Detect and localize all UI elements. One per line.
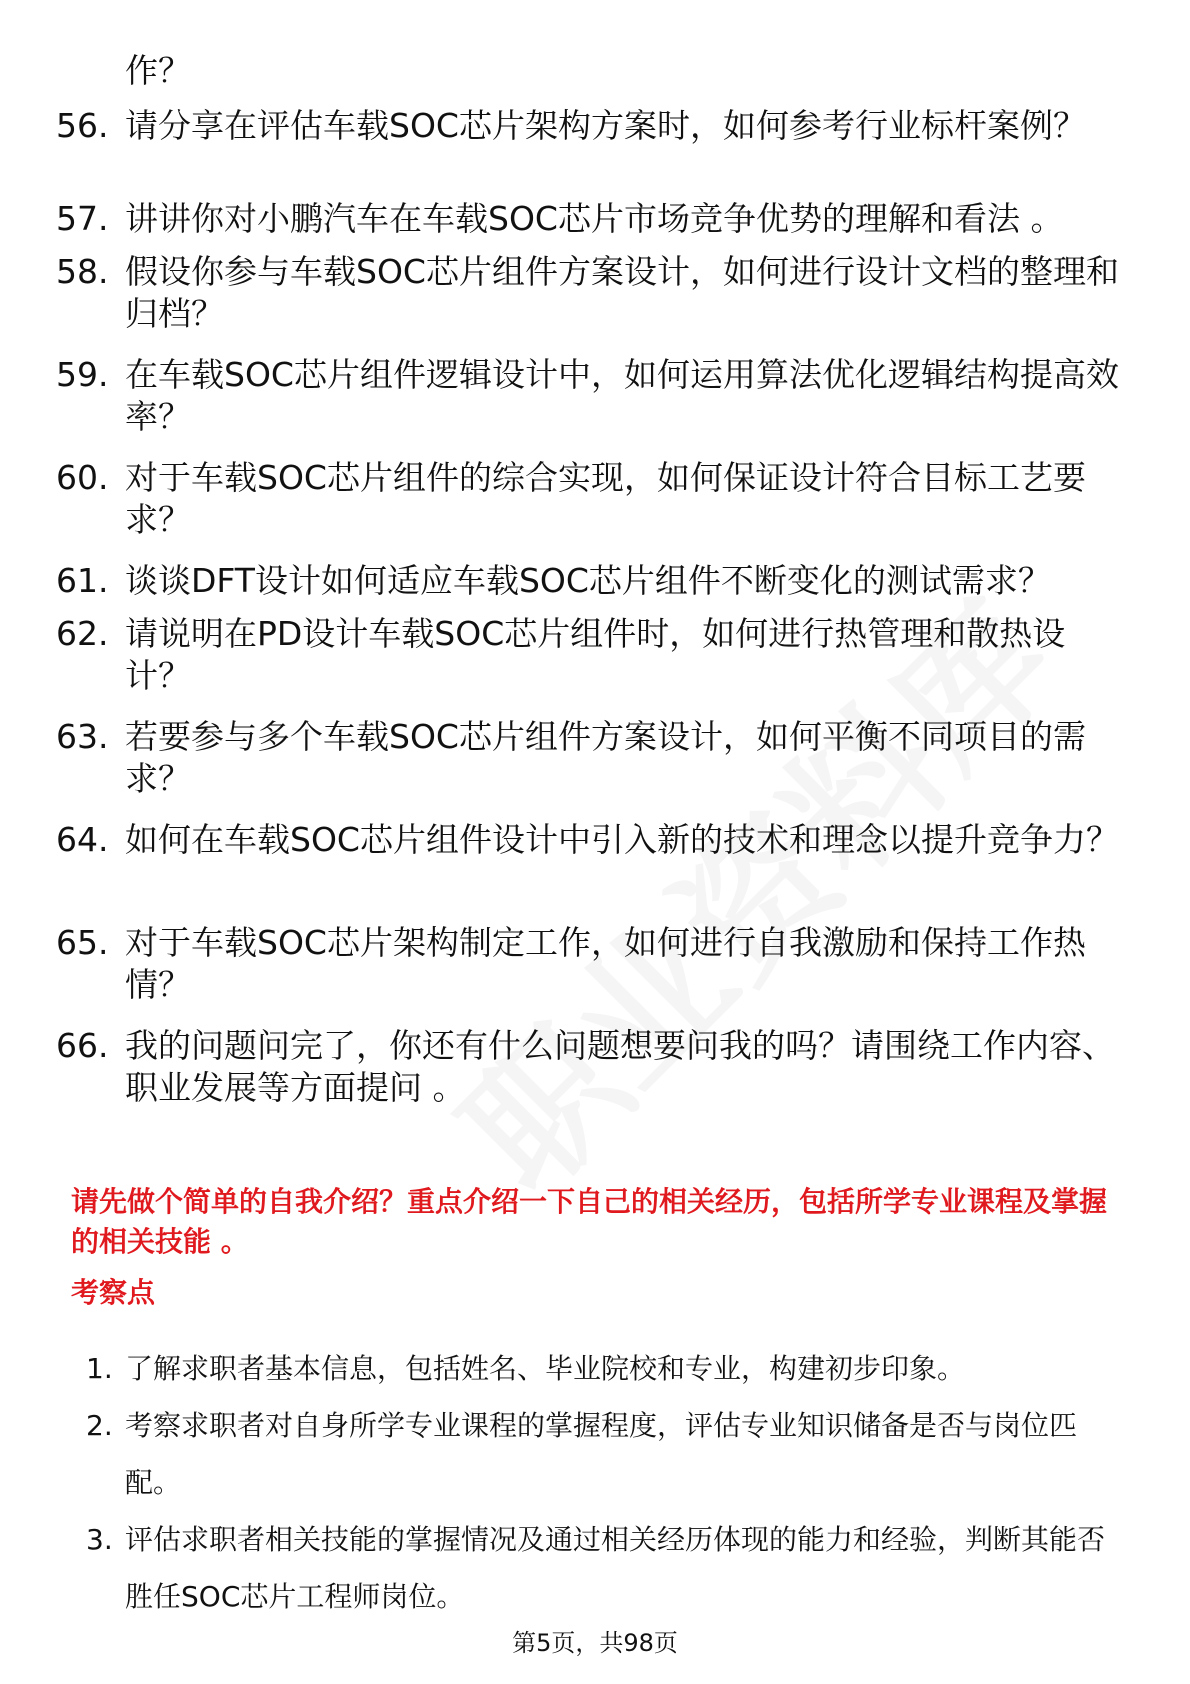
question-text: 请分享在评估车载SOC芯片架构方案时，如何参考行业标杆案例？ — [125, 106, 1086, 145]
question-item — [56, 819, 1146, 861]
page-footer: 第5页，共98页 — [512, 1629, 678, 1657]
highlight-question: 请先做个简单的自我介绍？重点介绍一下自己的相关经历，包括所学专业课程及掌握的相关技能 。 — [71, 1185, 1108, 1258]
question-number: 58. — [56, 252, 109, 291]
question-number: 66. — [56, 1026, 109, 1065]
question-number: 64. — [56, 820, 109, 859]
point-number: 3. — [86, 1523, 113, 1556]
point-text: 评估求职者相关技能的掌握情况及通过相关经历体现的能力和经验，判断其能否胜任SOC芯片工程师岗位。 — [125, 1523, 1106, 1613]
question-item — [56, 251, 1146, 335]
question-item — [56, 198, 1146, 240]
question-item — [56, 613, 1146, 697]
question-number: 63. — [56, 717, 109, 756]
point-item — [86, 1340, 1126, 1397]
continuation-text: 作？ — [125, 51, 191, 90]
question-text: 对于车载SOC芯片架构制定工作，如何进行自我激励和保持工作热情？ — [125, 923, 1086, 1004]
point-text: 了解求职者基本信息，包括姓名、毕业院校和专业，构建初步印象。 — [125, 1352, 966, 1385]
question-text: 若要参与多个车载SOC芯片组件方案设计，如何平衡不同项目的需求？ — [125, 717, 1086, 798]
question-text: 如何在车载SOC芯片组件设计中引入新的技术和理念以提升竞争力？ — [125, 820, 1119, 859]
question-text: 讲讲你对小鹏汽车在车载SOC芯片市场竞争优势的理解和看法 。 — [125, 199, 1064, 238]
question-text: 谈谈DFT设计如何适应车载SOC芯片组件不断变化的测试需求？ — [125, 561, 1051, 600]
point-number: 2. — [86, 1409, 113, 1442]
question-number: 65. — [56, 923, 109, 962]
question-item — [56, 560, 1146, 602]
question-item — [56, 105, 1146, 147]
question-number: 59. — [56, 355, 109, 394]
point-number: 1. — [86, 1352, 113, 1385]
question-item — [56, 1025, 1146, 1109]
question-text: 对于车载SOC芯片组件的综合实现，如何保证设计符合目标工艺要求？ — [125, 458, 1086, 539]
question-item — [56, 354, 1146, 438]
point-item — [86, 1511, 1126, 1625]
question-item — [56, 922, 1146, 1006]
question-number: 56. — [56, 106, 109, 145]
point-text: 考察求职者对自身所学专业课程的掌握程度，评估专业知识储备是否与岗位匹配。 — [125, 1409, 1078, 1499]
question-text: 我的问题问完了，你还有什么问题想要问我的吗？请围绕工作内容、职业发展等方面提问 。 — [125, 1026, 1115, 1107]
question-text: 请说明在PD设计车载SOC芯片组件时，如何进行热管理和散热设计？ — [125, 614, 1066, 695]
question-number: 61. — [56, 561, 109, 600]
watermark — [355, 493, 1144, 1282]
question-number: 62. — [56, 614, 109, 653]
question-text: 假设你参与车载SOC芯片组件方案设计，如何进行设计文档的整理和归档？ — [125, 252, 1119, 333]
question-text: 在车载SOC芯片组件逻辑设计中，如何运用算法优化逻辑结构提高效率？ — [125, 355, 1119, 436]
question-number: 57. — [56, 199, 109, 238]
question-number: 60. — [56, 458, 109, 497]
point-item — [86, 1397, 1126, 1511]
section-label: 考察点 — [71, 1276, 156, 1309]
question-item — [56, 457, 1146, 541]
question-item — [56, 716, 1146, 800]
